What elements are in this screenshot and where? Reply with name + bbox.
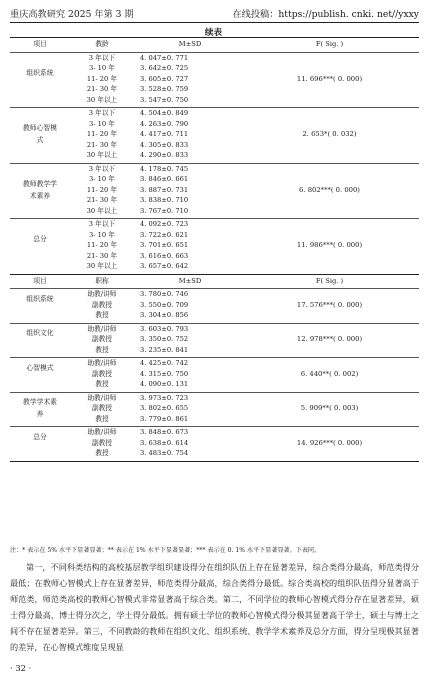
ms-cell: 3. 848±0. 673: [140, 428, 189, 436]
ms-cell: 3. 802±0. 655: [140, 404, 189, 412]
f-value: 14. 926***( 0. 000): [296, 438, 363, 447]
table-row: [10, 53, 419, 63]
ms-cell: 3. 722±0. 621: [140, 230, 189, 239]
ms-cell: 3. 547±0. 750: [140, 95, 189, 104]
group-cell: 3- 10 年: [89, 64, 115, 72]
header-ms: M±SD: [178, 40, 202, 48]
f-value: 11. 986***( 0. 000): [296, 241, 363, 250]
header-rule: [10, 22, 419, 23]
header-f: F( Sig. ): [315, 276, 344, 285]
group-cell: 30 年以上: [86, 206, 118, 215]
group-cell: 30 年以上: [86, 151, 118, 159]
table-row: [10, 108, 419, 118]
item-label: 组织文化: [26, 329, 54, 338]
ms-cell: 3. 483±0. 754: [140, 449, 189, 457]
ms-cell: 4. 305±0. 833: [140, 140, 189, 149]
ms-cell: 3. 887±0. 731: [140, 185, 189, 194]
group-cell: 教授: [95, 345, 109, 354]
table-row: [10, 427, 419, 437]
group-cell: 3 年以下: [88, 109, 116, 117]
ms-cell: 3. 779±0. 861: [140, 414, 189, 423]
header-row: [10, 39, 419, 49]
item-label: 教学学术素养: [23, 398, 57, 419]
table-rule: [10, 37, 419, 38]
body-paragraph: 第一，不同科类结构的高校基层教学组织建设得分在组织队伍上存在显著差异，综合类得分最高，师范类得分最低；在教师心智模式上存在显著差异，师范类得分最高，综合类得分最低。综合类高校的组织队伍得分显著高于师范类，师范类高校的教师心智模式非常显著高于综合类。第二，不同学位的教师心智模式得分存在显著差异，硕士得分最高，博士得分次之，学士得分最低。拥有硕士学位的教师心智模式得分极其显著高于学士，硕士与博士之间不存在显著差异。第三，不同教龄的教师在组织文化、组织系统、教学学术素养及总分方面，得分呈现极其显著的差异，在心智模式维度呈现显: [10, 562, 419, 652]
table-row: [10, 379, 419, 389]
f-value: 11. 696***( 0. 000): [296, 74, 363, 83]
item-label: 心智模式: [26, 363, 54, 372]
item-label: 组织系统: [26, 68, 54, 77]
header-group: 教龄: [95, 40, 109, 48]
f-value: 2. 653*( 0. 032): [302, 130, 357, 139]
ms-cell: 3. 846±0. 661: [140, 175, 189, 183]
ms-cell: 4. 315±0. 750: [140, 369, 189, 378]
table-row: [10, 95, 419, 105]
group-cell: 11- 20 年: [86, 130, 118, 138]
table-row: [10, 84, 419, 94]
journal-issue: 重庆高教研究 2025 年第 3 期: [10, 9, 134, 20]
group-cell: 副教授: [91, 335, 113, 343]
group-cell: 副教授: [91, 369, 113, 378]
item-label: 教师教学学术素养: [23, 179, 57, 200]
header-f: F( Sig. ): [315, 40, 344, 48]
table-row: [10, 358, 419, 368]
f-value: 12. 978***( 0. 000): [296, 335, 363, 344]
table-row: [10, 448, 419, 458]
ms-cell: 4. 263±0. 790: [140, 119, 189, 128]
table-row: [10, 164, 419, 174]
ms-cell: 3. 838±0. 710: [140, 196, 189, 204]
ms-cell: 4. 425±0. 742: [140, 359, 189, 367]
running-header: [10, 5, 419, 21]
group-cell: 21- 30 年: [86, 251, 118, 260]
group-cell: 助教/讲师: [87, 290, 117, 298]
table-row: [10, 324, 419, 334]
group-cell: 教授: [95, 414, 109, 423]
ms-cell: 4. 417±0. 711: [140, 130, 189, 138]
submission-url: 在线投稿：https://publish. cnki. net//yxxy: [232, 9, 419, 20]
table-row: [10, 174, 419, 184]
group-cell: 助教/讲师: [87, 359, 117, 367]
ms-cell: 4. 090±0. 131: [140, 380, 189, 388]
item-label: 总分: [33, 235, 47, 244]
group-cell: 副教授: [91, 300, 113, 309]
ms-cell: 3. 780±0. 746: [140, 290, 189, 298]
ms-cell: 3. 638±0. 614: [140, 438, 189, 447]
group-cell: 3- 10 年: [89, 119, 115, 128]
table-row: [10, 393, 419, 403]
group-cell: 3- 10 年: [89, 230, 115, 239]
group-cell: 助教/讲师: [87, 324, 117, 333]
ms-cell: 3. 767±0. 710: [140, 206, 189, 215]
table-row: [10, 119, 419, 129]
group-cell: 教授: [95, 449, 109, 457]
group-cell: 11- 20 年: [86, 185, 118, 194]
table-row: [10, 261, 419, 271]
table-row: [10, 230, 419, 240]
table-row: [10, 63, 419, 73]
ms-cell: 3. 605±0. 727: [140, 74, 189, 83]
group-cell: 助教/讲师: [87, 393, 117, 402]
group-cell: 30 年以上: [86, 262, 118, 270]
table-row: [10, 345, 419, 355]
table-row: [10, 206, 419, 216]
ms-cell: 3. 304±0. 856: [140, 311, 189, 319]
f-value: 5. 909**( 0. 003): [300, 404, 359, 413]
header-row: [10, 276, 419, 286]
group-cell: 副教授: [91, 404, 113, 412]
group-cell: 教授: [95, 311, 109, 319]
table-row: [10, 251, 419, 261]
group-cell: 教授: [95, 380, 109, 388]
header-group: 职称: [95, 276, 109, 285]
group-cell: 3 年以下: [88, 220, 116, 228]
ms-cell: 3. 603±0. 793: [140, 324, 189, 333]
page-number: · 32 ·: [10, 663, 32, 673]
table-rule: [10, 274, 419, 275]
ms-cell: 3. 701±0. 651: [140, 241, 189, 249]
header-ms: M±SD: [178, 276, 202, 285]
ms-cell: 3. 642±0. 725: [140, 64, 189, 72]
table-row: [10, 310, 419, 320]
ms-cell: 3. 235±0. 841: [140, 345, 189, 354]
f-value: 17. 576***( 0. 000): [296, 300, 363, 309]
item-label: 总分: [33, 432, 47, 441]
group-cell: 3 年以下: [88, 164, 116, 173]
group-cell: 3- 10 年: [89, 175, 115, 183]
table-rule: [10, 461, 419, 462]
table-row: [10, 414, 419, 424]
group-cell: 21- 30 年: [86, 196, 118, 204]
group-cell: 21- 30 年: [86, 140, 118, 149]
table-row: [10, 195, 419, 205]
table-row: [10, 140, 419, 150]
group-cell: 21- 30 年: [86, 85, 118, 93]
ms-cell: 3. 528±0. 759: [140, 85, 189, 93]
ms-cell: 3. 350±0. 752: [140, 335, 189, 343]
body-text: [10, 560, 419, 655]
item-label: 组织系统: [26, 294, 54, 303]
f-value: 6. 802***( 0. 000): [299, 185, 360, 194]
ms-cell: 4. 047±0. 771: [140, 53, 189, 62]
table-row: [10, 150, 419, 160]
header-item: 项目: [33, 40, 47, 48]
ms-cell: 4. 504±0. 849: [140, 109, 189, 117]
header-item: 项目: [33, 276, 47, 285]
group-cell: 3 年以下: [88, 53, 116, 62]
table-note: 注：* 表示在 5% 水平下显著显著；** 表示在 1% 水平下显著显著；*** 表示在 0. 1% 水平下显著显著。下表同。: [10, 547, 321, 554]
ms-cell: 3. 550±0. 709: [140, 300, 189, 309]
group-cell: 副教授: [91, 438, 113, 447]
table-row: [10, 289, 419, 299]
ms-cell: 3. 973±0. 723: [140, 393, 189, 402]
table-row: [10, 219, 419, 229]
group-cell: 11- 20 年: [86, 74, 118, 83]
item-label: 教师心智模式: [23, 124, 57, 145]
ms-cell: 4. 178±0. 745: [140, 164, 189, 173]
group-cell: 30 年以上: [86, 95, 118, 104]
ms-cell: 4. 290±0. 833: [140, 151, 189, 159]
table-caption: 续表: [204, 28, 223, 38]
ms-cell: 4. 092±0. 723: [140, 220, 189, 228]
group-cell: 助教/讲师: [87, 428, 117, 436]
ms-cell: 3. 657±0. 642: [140, 262, 189, 270]
ms-cell: 3. 616±0. 663: [140, 251, 189, 260]
f-value: 6. 440**( 0. 002): [300, 369, 359, 378]
group-cell: 11- 20 年: [86, 241, 118, 249]
